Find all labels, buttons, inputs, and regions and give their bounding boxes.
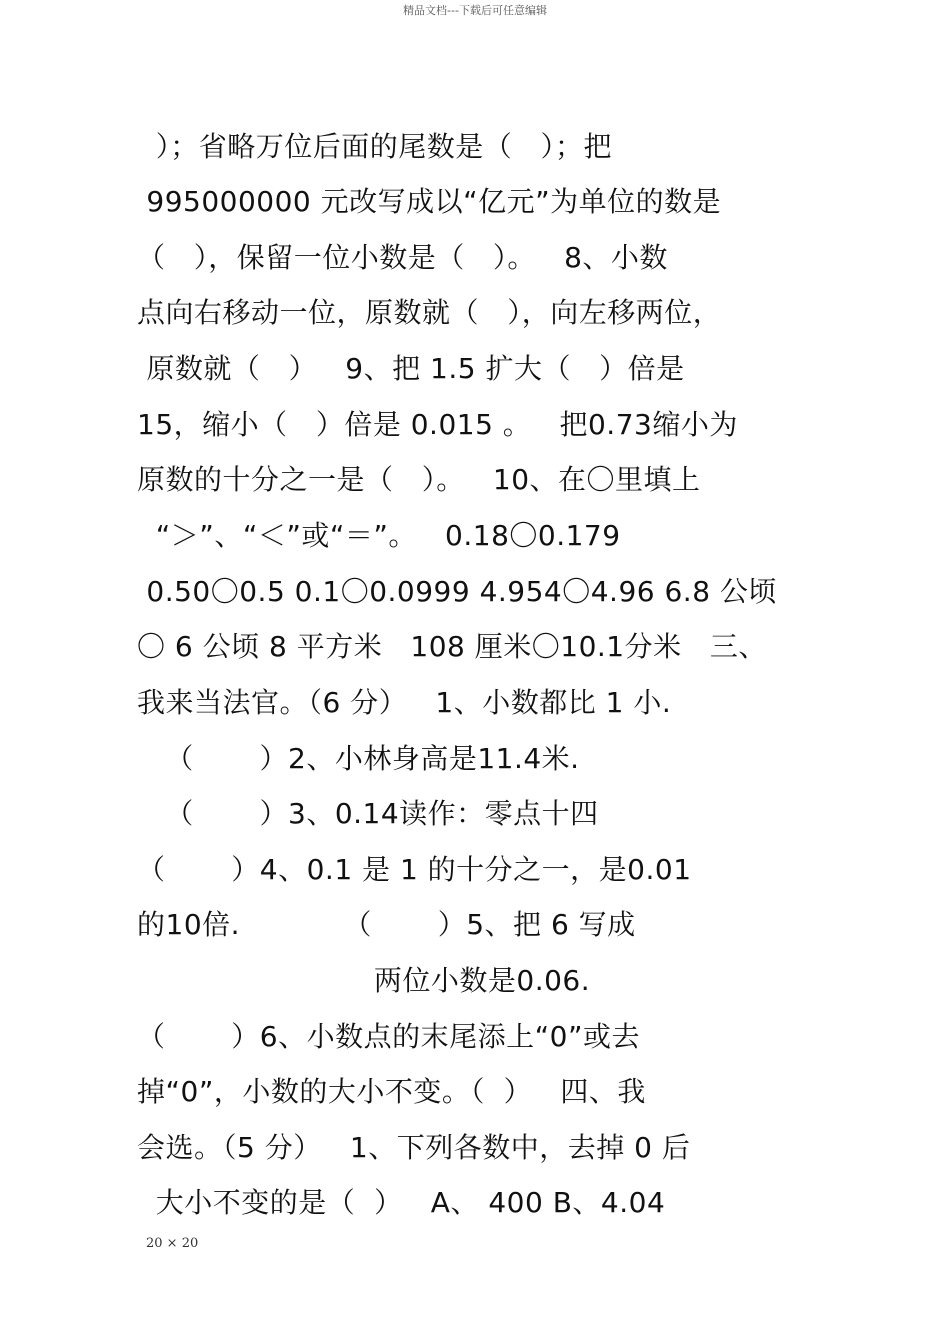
text-line: ）；省略万位后面的尾数是（ ）；把 <box>137 130 613 163</box>
text-line: 点向右移动一位，原数就（ ），向左移两位， <box>137 296 722 329</box>
text-line: 会选。（5 分） 1、下列各数中，去掉 0 后 <box>137 1131 691 1164</box>
text-line: 0.50〇0.5 0.1〇0.0999 4.954〇4.96 6.8 公顷 <box>137 575 777 608</box>
page-header: 精品文档---下载后可任意编辑 <box>403 4 547 17</box>
text-line: 995000000 元改写成以“亿元”为单位的数是 <box>137 185 722 218</box>
text-line: （ ）2、小林身高是11.4米. <box>137 742 580 775</box>
text-line: （ ），保留一位小数是（ ）。 8、小数 <box>137 241 668 274</box>
text-line: 原数就（ ） 9、把 1.5 扩大（ ）倍是 <box>137 352 685 385</box>
text-line: 15，缩小（ ）倍是 0.015 。 把0.73缩小为 <box>137 408 738 441</box>
text-line: （ ）3、0.14读作：零点十四 <box>137 797 599 830</box>
text-line: 我来当法官。（6 分） 1、小数都比 1 小. <box>137 686 672 719</box>
text-line: 的10倍. （ ）5、把 6 写成 <box>137 908 636 941</box>
text-line: 大小不变的是（ ） A、 400 B、4.04 <box>137 1186 666 1219</box>
text-line: （ ）6、小数点的末尾添上“0”或去 <box>137 1020 640 1053</box>
text-line: 两位小数是0.06. <box>373 964 591 997</box>
text-line: 原数的十分之一是（ ）。 10、在〇里填上 <box>137 463 701 496</box>
page-footer: 20 × 20 <box>146 1236 199 1251</box>
text-line: （ ）4、0.1 是 1 的十分之一，是0.01 <box>137 853 692 886</box>
text-line: 〇 6 公顷 8 平方米 108 厘米〇10.1分米 三、 <box>137 630 767 663</box>
text-line: “＞”、“＜”或“＝”。 0.18〇0.179 <box>137 519 621 552</box>
text-line: 掉“0”，小数的大小不变。（ ） 四、我 <box>137 1075 646 1108</box>
